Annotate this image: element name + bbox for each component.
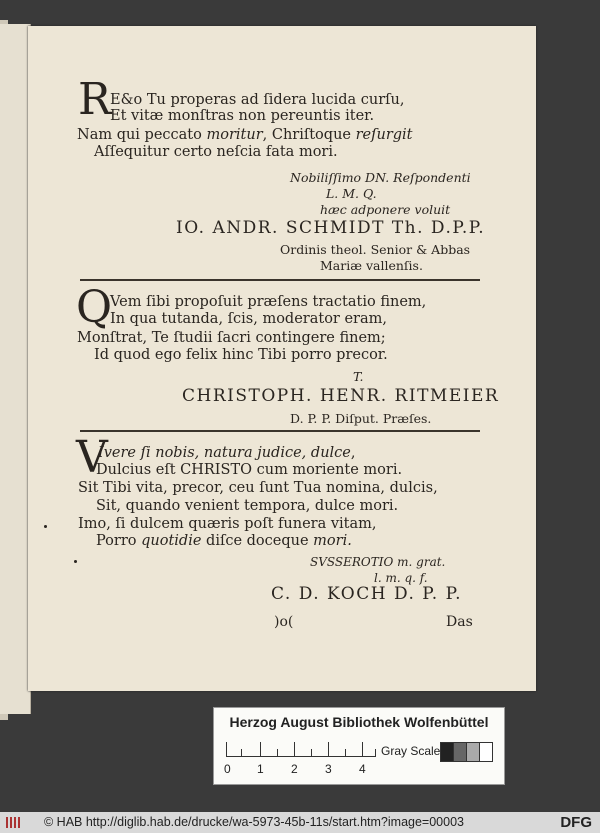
dropcap: V	[76, 432, 108, 483]
verse-line: Id quod ego felix hinc Tibi porro precor.	[94, 347, 388, 363]
dedication: hæc adponere voluit	[320, 202, 451, 217]
verse-line: Monſtrat, Te ſtudii ſacri contingere finem;	[77, 330, 386, 346]
ornament: )o(	[274, 614, 294, 630]
title: Ordinis theol. Senior & Abbas	[280, 242, 471, 257]
divider	[80, 430, 480, 432]
source-url-link[interactable]: © HAB http://diglib.hab.de/drucke/wa-5973-45b-11s/start.htm?image=00003	[44, 815, 464, 829]
verse-line: In qua tutanda, ſcis, moderator eram,	[110, 311, 387, 327]
ink-spot	[44, 525, 47, 528]
verse-line: Sit Tibi vita, precor, ceu ſunt Tua nomina, dulcis,	[78, 480, 438, 496]
dropcap: R	[78, 74, 112, 125]
divider	[80, 279, 480, 281]
grayscale-label: Gray Scale	[381, 744, 441, 758]
ruler	[226, 742, 376, 757]
ink-spot	[74, 560, 77, 563]
verse-line: Nam qui peccato moritur, Chriſtoque reſurgit	[77, 127, 413, 143]
signature: C. D. KOCH D. P. P.	[271, 584, 462, 604]
gray-swatch	[466, 742, 480, 762]
verse-line: Imo, ſi dulcem quæris poſt funera vitam,	[78, 516, 377, 532]
catchword: Das	[446, 614, 473, 630]
dedication: L. M. Q.	[326, 186, 377, 201]
facing-page-edge	[0, 24, 31, 714]
verse-line: Ivere ſi nobis, natura judice, dulce,	[98, 445, 356, 461]
verse-line: E&o Tu properas ad ſidera lucida curſu,	[110, 92, 405, 108]
gray-swatch	[453, 742, 467, 762]
signature: IO. ANDR. SCHMIDT Th. D.P.P.	[176, 218, 486, 238]
verse-line: Porro quotidie diſce doceque mori.	[96, 533, 352, 549]
dedication: l. m. q. f.	[374, 571, 428, 585]
gray-swatch	[440, 742, 454, 762]
library-color-card: Herzog August Bibliothek Wolfenbüttel 0 1 2 3 4 Gray Scale	[213, 707, 505, 785]
footer-bar	[0, 812, 600, 833]
verse-line: Sit, quando venient tempora, dulce mori.	[96, 498, 399, 514]
verse-line: Vem ſibi propoſuit præſens tractatio finem,	[110, 294, 427, 310]
gray-swatch	[479, 742, 493, 762]
initial: T.	[353, 369, 364, 384]
card-title: Herzog August Bibliothek Wolfenbüttel	[229, 714, 489, 730]
dedication: SVSSEROTIO m. grat.	[310, 555, 446, 569]
verse-line: Aſſequitur certo neſcia fata mori.	[94, 144, 338, 160]
dfg-logo: DFG	[560, 814, 592, 831]
library-logo-icon	[6, 817, 20, 828]
title: D. P. P. Diſput. Præſes.	[290, 411, 432, 426]
signature: CHRISTOPH. HENR. RITMEIER	[182, 386, 500, 406]
verse-line: Et vitæ monſtras non pereuntis iter.	[110, 108, 375, 124]
book-page	[28, 26, 536, 691]
title: Mariæ vallenſis.	[320, 258, 423, 273]
dedication: Nobiliſſimo DN. Reſpondenti	[290, 170, 471, 185]
dropcap: Q	[76, 282, 113, 333]
verse-line: Dulcius eſt CHRISTO cum moriente mori.	[96, 462, 403, 478]
